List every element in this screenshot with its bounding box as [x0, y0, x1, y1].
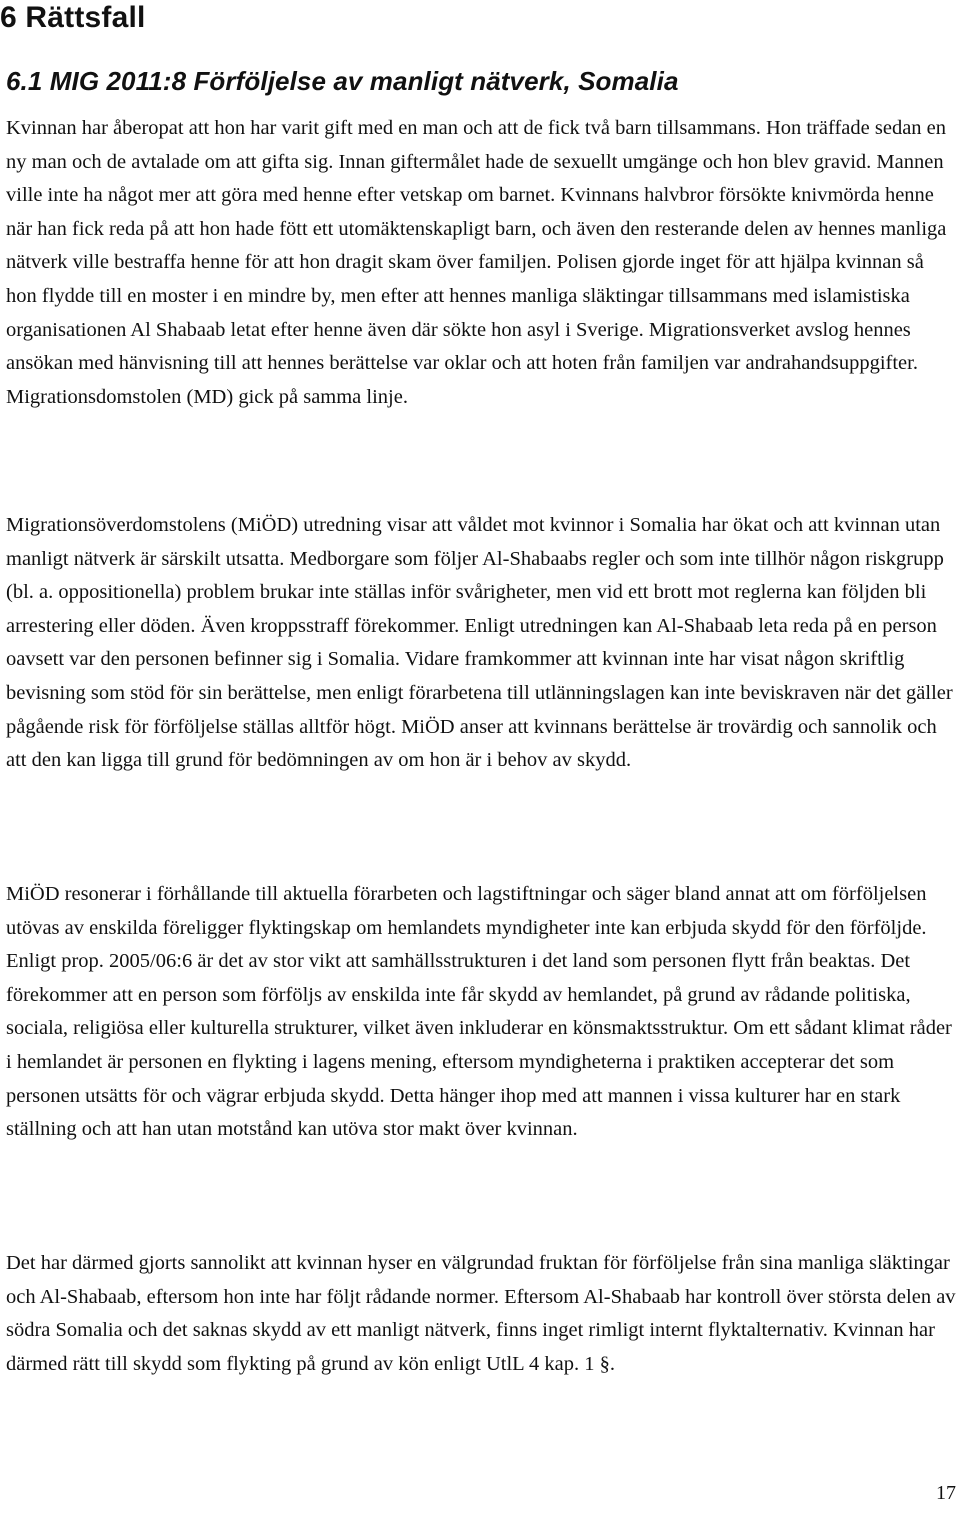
paragraph-mioed-investigation: Migrationsöverdomstolens (MiÖD) utredning visar att våldet mot kvinnor i Somalia har ökat och att kvinnan utan manligt nätverk är särskilt utsatta. Medborgare som följer Al-Shabaabs regler och som inte tillhör någon riskgrupp (bl. a. oppositionella) problem brukar inte ställas inför svårigheter, men vid ett brott mot reglerna kan följden bli arrestering eller döden. Även kroppsstraff förekommer. Enligt utredningen kan Al-Shabaab leta reda på en person oavsett var den personen befinner sig i Somalia. Vidare framkommer att kvinnan inte har visat någon skriftlig bevisning som stöd för sin berättelse, men enligt förarbetena till utlänningslagen kan inte beviskraven när det gäller pågående risk för förföljelse ställas alltför högt. MiÖD anser att kvinnans berättelse är trovärdig och sannolik och att den kan ligga till grund för bedömningen av om hon är i behov av skydd. — [6, 514, 953, 772]
page-number: 17 — [936, 1482, 956, 1504]
paragraph-conclusion: Det har därmed gjorts sannolikt att kvinnan hyser en välgrundad fruktan för förföljelse från sina manliga släktingar och Al-Shabaab, eftersom hon inte har följt rådande normer. Eftersom Al-Shabaab har kontroll över största delen av södra Somalia och det saknas skydd av ett manligt nätverk, finns inget rimligt internt flyktalternativ. Kvinnan har därmed rätt till skydd som flykting på grund av kön enligt UtlL 4 kap. 1 §. — [6, 1252, 956, 1375]
chapter-title: 6 Rättsfall — [0, 1, 146, 34]
section-title: 6.1 MIG 2011:8 Förföljelse av manligt nätverk, Somalia — [6, 66, 679, 96]
paragraph-mioed-reasoning: MiÖD resonerar i förhållande till aktuella förarbeten och lagstiftningar och säger bland annat att om förföljelsen utövas av enskilda föreligger flyktingskap om hemlandets myndigheter inte kan erbjuda skydd för den förföljde. Enligt prop. 2005/06:6 är det av stor vikt att samhällsstrukturen i det land som personen flytt från beaktas. Det förekommer att en person som förföljs av enskilda inte får skydd av hemlandet, på grund av rådande politiska, sociala, religiösa eller kulturella strukturer, vilket även inkluderar en könsmaktsstruktur. Om ett sådant klimat råder i hemlandet är personen en flykting i lagens mening, eftersom myndigheterna i praktiken accepterar det som personen utsätts för och vägrar erbjuda skydd. Detta hänger ihop med att mannen i vissa kulturer har en stark ställning och att han utan motstånd kan utöva stor makt över kvinnan. — [6, 883, 952, 1141]
paragraph-case-facts: Kvinnan har åberopat att hon har varit gift med en man och att de fick två barn tillsammans. Hon träffade sedan en ny man och de avtalade om att gifta sig. Innan giftermålet hade de sexuellt umgänge och hon blev gravid. Mannen ville inte ha något mer att göra med henne efter vetskap om barnet. Kvinnans halvbror försökte knivmörda henne när han fick reda på att hon hade fött ett utomäktenskapligt barn, och även den resterande delen av hennes manliga nätverk ville bestraffa henne för att hon dragit skam över familjen. Polisen gjorde inget för att hjälpa kvinnan så hon flydde till en moster i en mindre by, men efter att hennes manliga släktingar tillsammans med islamistiska organisationen Al Shabaab letat efter henne även där sökte hon asyl i Sverige. Migrationsverket avslog hennes ansökan med hänvisning till att hennes berättelse var oklar och att hoten från familjen var andrahandsuppgifter. Migrationsdomstolen (MD) gick på samma linje. — [6, 117, 947, 408]
